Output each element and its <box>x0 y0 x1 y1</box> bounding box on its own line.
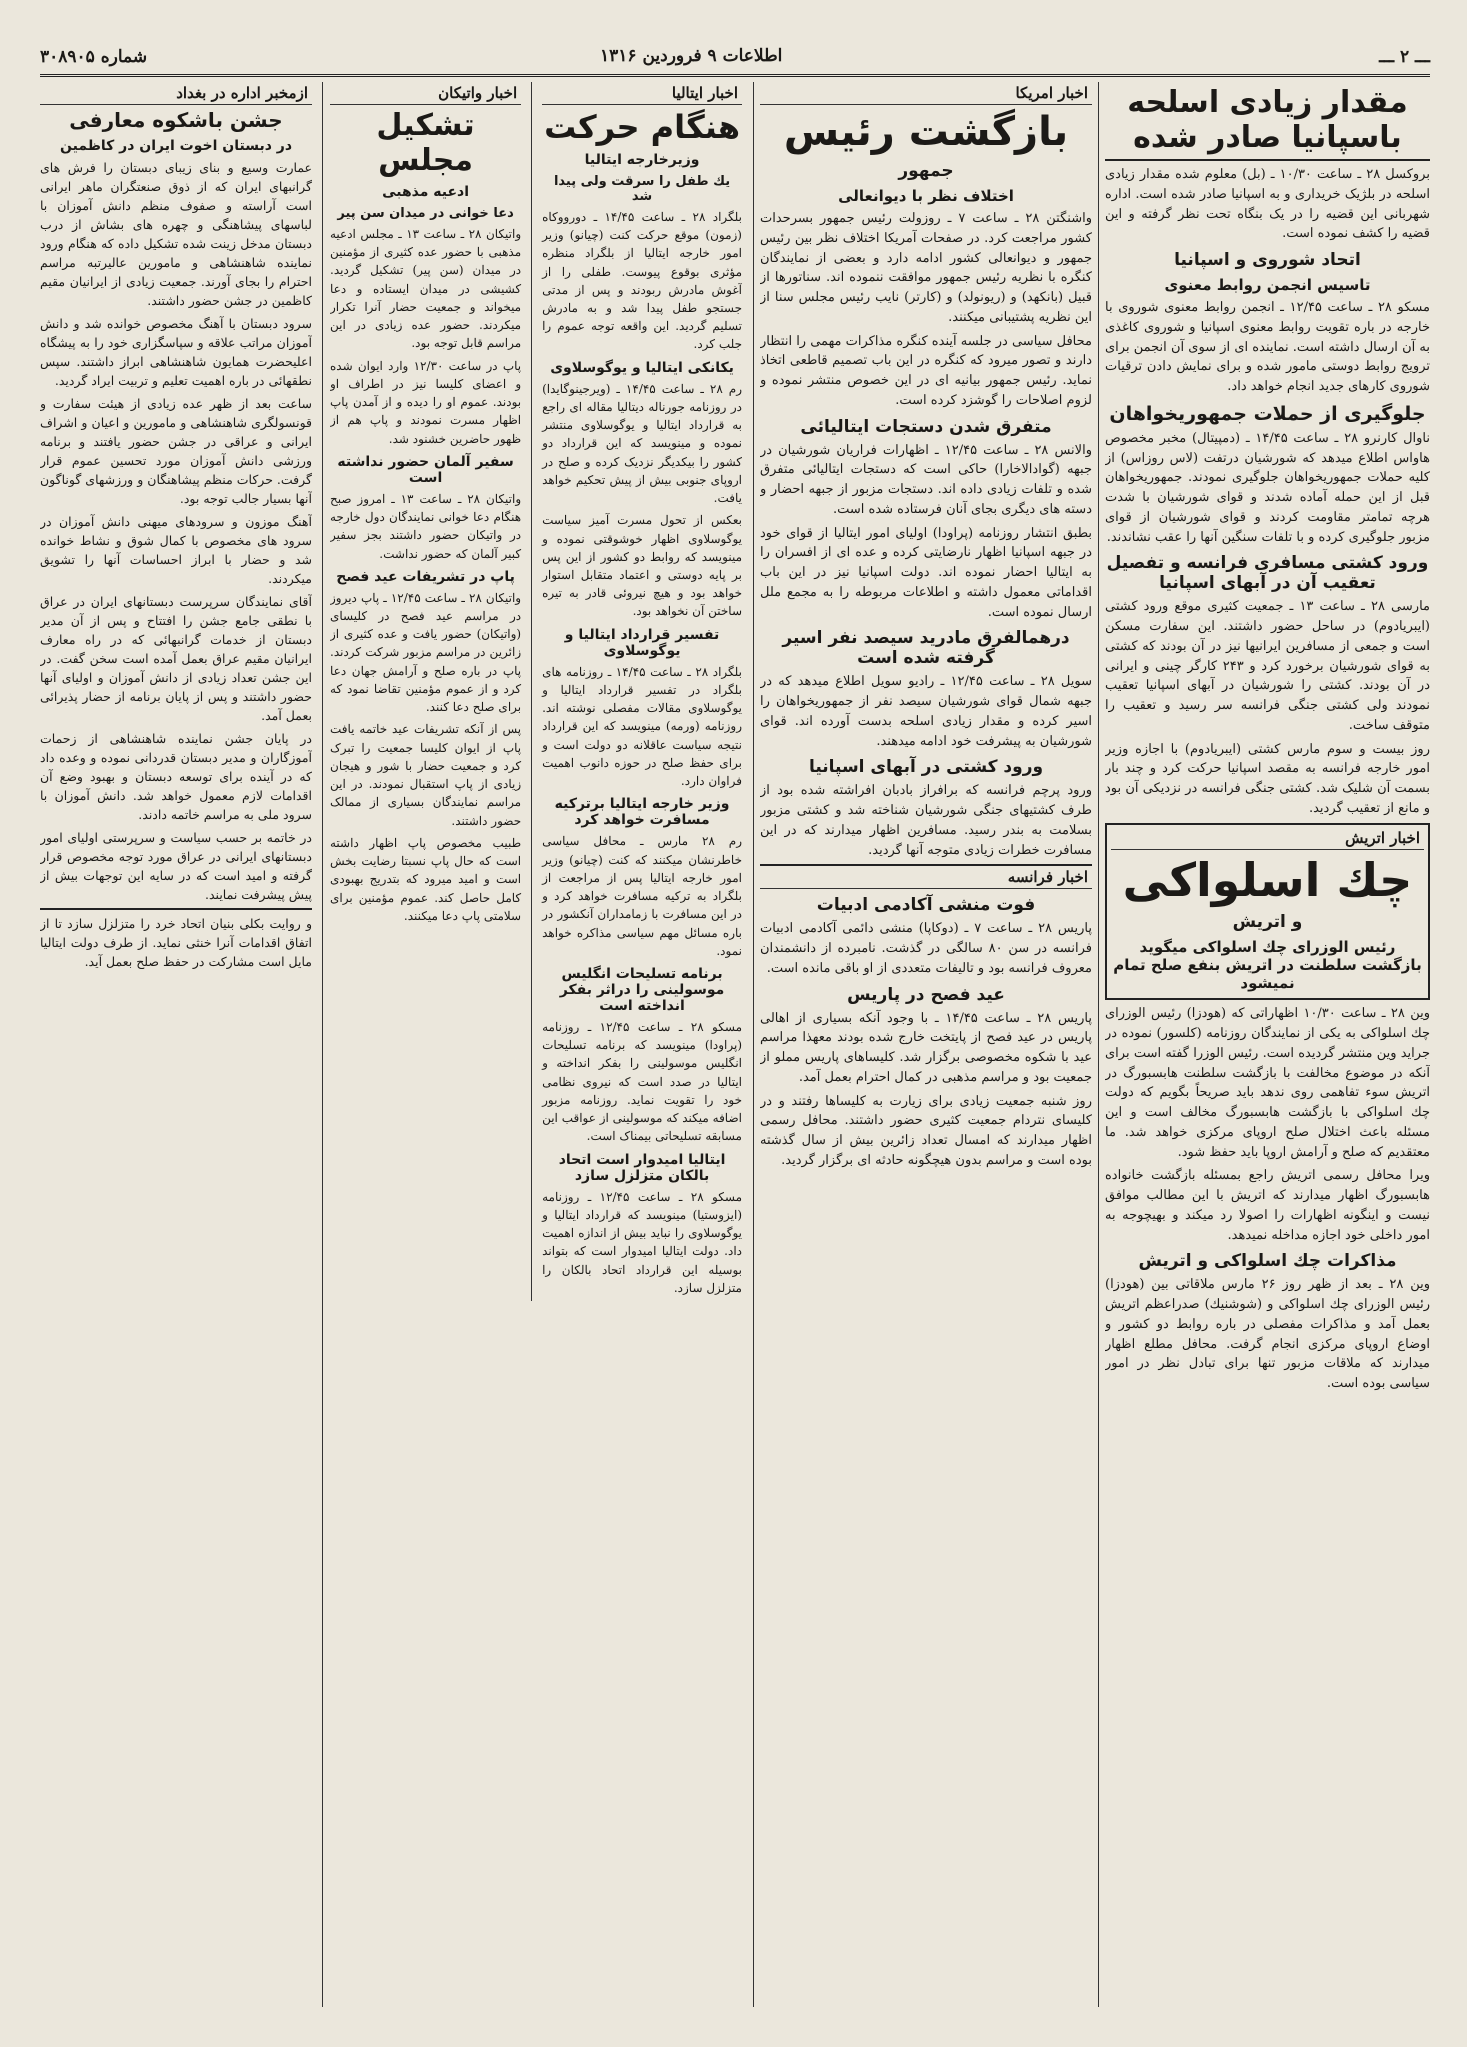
column-divider <box>531 82 532 1301</box>
section-tag-france: اخبار فرانسه <box>760 864 1092 889</box>
heading-pope-easter: پاپ در تشریفات عید فصح <box>336 568 515 585</box>
headline-arms-spain: مقدار زیادی اسلحه باسپانیا صادر شده <box>1105 86 1430 161</box>
heading-easter-paris: عید فصح در پاریس <box>847 984 1005 1005</box>
austria-news-box <box>1105 823 1430 1001</box>
article-celebration-text-6: در پایان جشن نماینده شاهنشاهی از زحمات آموزگاران و مدیر دبستان قدردانی نموده و وعده داد که در آینده برای توسعه دبستان و بهبود وضع آن اقدامات لازم معمول خواهد شد. دانش آموزان با سرود ملی به مراسم خاتمه دادند. <box>40 731 312 822</box>
article-celebration-text-5: آقای نمایندگان سرپرست دبستانهای ایران در عراق با نطقی جامع جشن را افتتاح و پس از آن مدیر دبستان از خدمات گرانبهائی که در راه معارف ایرانیان مقیم عراق بعمل آمده است سخن گفت. در این جشن تعداد زیادی از دانش آموزان و اولیای آنها حضور داشتند و پس از پایان برنامه از حضار پذیرائی بعمل آمد. <box>40 594 312 723</box>
heading-german-ambassador: سفیر آلمان حضور نداشته است <box>337 453 514 486</box>
article-italy-yugo-text: رم ۲۸ ـ ساعت ۱۴/۴۵ ـ (ویرجینوگایدا) در روزنامه جورناله دیتالیا مقاله ای راجع به قرارداد ایتالیا و یوگوسلاوی منتشر نموده و مینویسد که این قرارداد دو کشور را بیکدیگر نزدیک کرده و صلح در اروپای جنوبی بیش از پیش تحکیم خواهد یافت. <box>542 381 742 506</box>
article-attacks-text: ناوال کارنرو ۲۸ ـ ساعت ۱۴/۴۵ ـ (دمپیتال) مخبر مخصوص هاواس اطلاع میدهد که شورشیان درتفت (لاس روزاس) از کلیه حملات جمهوریخواهان جلوگیری نمودند. جمهوریخواهان قبل از این حمله آماده شدند و قوای شورشیان با شدت هرچه تمامتر مقاومت کردند و قوای شورشیان از قوای مزبور جلوگیری کرده و با تلفات سنگین آنها را عقب نشاندند. <box>1105 430 1430 545</box>
issue-date: اطلاعات ۹ فروردین ۱۳۱۶ <box>600 46 783 66</box>
article-president-text: واشنگتن ۲۸ ـ ساعت ۷ ـ روزولت رئیس جمهور بسرحدات کشور مراجعت کرد. در صفحات آمریکا اختلاف نظر بین رئیس جمهور و دیوانعالی کشور ادامه دارد و بعضی از نمایندگان کنگره با نظریه رئیس جمهور موافقت ننموده اند. سناتورها از قبیل (بانکهد) و (ریونولد) و (کارتر) نایب رئیس مجلس سنا از این نظریه پشتیبانی میکنند. <box>760 211 1092 325</box>
headline-departure: هنگام حرکت <box>544 108 740 146</box>
article-ship-text-2: روز بیست و سوم مارس کشتی (ایبریادوم) با اجازه وزیر امور خارجه فرانسه به مقصد اسپانیا حرکت کرد و چند بار بسمت آن شلیک شد. کشتی جنگی فرانسه در نزدیکی آن بود و مانع از تعقیب گردید. <box>1105 741 1430 816</box>
article-assembly-text-2: پاپ در ساعت ۱۲/۳۰ وارد ایوان شده و اعضای کلیسا نیز در اطراف او بودند. عموم او را دیده و از آمدن پاپ اظهار مسرت نمودند و پاپ هم از ظهور حاضرین خشنود شد. <box>330 358 522 446</box>
subheading-foreign-minister: وزیرخارجه ایتالیا <box>584 151 700 168</box>
article-assembly-text: واتیکان ۲۸ ـ ساعت ۱۳ ـ مجلس ادعیه مذهبی با حضور عده کثیری از مؤمنین در میدان (سن پیر) تشکیل گردید. کشیشی در میدان ایستاده و دعا میخواند و جمعیت حضار آنرا تکرار میکردند. حضور عده زیادی در این مراسم قابل توجه بود. <box>330 227 522 351</box>
heading-ussr-spain: اتحاد شوروی و اسپانیا <box>1174 250 1361 270</box>
subheading-court-dispute: اختلاف نظر با دیوانعالی <box>838 187 1014 205</box>
article-talks-text: وین ۲۸ ـ بعد از ظهر روز ۲۶ مارس ملاقاتی بین (هودزا) رئیس الوزرای چك اسلواكی و (شوشنیك) صدراعظم اتریش بعمل آمد و مذاکرات مفصلی در باره روابط دو کشور و اوضاع اروپای مرکزی انجام گرفت. محافل مطلع اظهار میدارند که ملاقات مزبور تنها برای تبادل نظر در امور سیاسی بوده است. <box>1105 1277 1430 1392</box>
article-continuation-text: و روایت بکلی بنیان اتحاد خرد را متزلزل سازد تا از اتفاق اقدامات آنرا خنثی نماید. از طرف دولت ایتالیا مایل است مشارکت در حفظ صلح بعمل آید. <box>40 916 312 969</box>
column-3 <box>330 82 742 2007</box>
heading-french-ship: ورود کشتی مسافری فرانسه و تفصیل تعقیب آن در آبهای اسپانیا <box>1106 553 1429 594</box>
article-czech-text: وین ۲۸ ـ ساعت ۱۰/۳۰ اظهاراتی که (هودزا) رئیس الوزرای چك اسلواكی به یکی از نمایندگان روزنامه (کلسور) نموده در جراید وین منتشر گردیده است. رئیس الوزرا گفته است برای آنکه در موضوع مخالفت با بازگشت سلطنت هابسبورگ در اتریش سوء تفاهمی روی ندهد باید صریحاً بگویم که دولت چك اسلواكی با بازگشت هابسبورگ مخالف است و این مسئله باعث اختلال صلح اروپای مرکزی خواهد شد. ما معتقدیم که صلح و آرامش اروپا باید حفظ شود. <box>1105 1006 1430 1160</box>
article-easter-text: پاریس ۲۸ ـ ساعت ۱۴/۴۵ ـ با وجود آنکه بسیاری از اهالی پاریس در عید فصح از پایتخت خارج شده بودند معهذا مراسم عید با شکوه مخصوصی برگزار شد. کلیساهای پاریس مملو از جمعیت بود و مراسم مذهبی در کمال احترام بعمل آمد. <box>760 1010 1092 1085</box>
article-czech-text-2: ویرا محافل رسمی اتریش راجع بمسئله بازگشت خانواده هابسبورگ اظهار میدارند که اتریش با این مطالب موافق نیست و اینگونه اظهارات را اصولا رد میکند و بهیچوجه به امور داخلی خود اجازه مداخله نمیدهد. <box>1105 1168 1430 1243</box>
masthead <box>40 40 1430 77</box>
subheading-and-austria: و اتریش <box>1232 912 1303 933</box>
headline-czechoslovakia: چك اسلواكی <box>1122 852 1413 907</box>
section-tag-austria: اخبار اتریش <box>1111 827 1424 850</box>
article-celebration-text-2: سرود دبستان با آهنگ مخصوص خوانده شد و دانش آموزان مراتب علاقه و سپاسگزاری خود را به پیشگاه اعلیحضرت همایون شاهنشاهی ابراز داشتند. سپس نطقهائی در باره اهمیت تعلیم و تربیت ایراد گردید. <box>40 316 312 388</box>
article-celebration-text-3: ساعت بعد از ظهر عده زیادی از هیئت سفارت و قونسولگری شاهنشاهی و مامورین و اعیان و اشراف ایرانی و عراقی در جشن حضور یافتند و برنامه ورزشی دانش آموزان مورد تحسین عموم قرار گرفت. حرکات منظم پیشاهنگان و ورزشهای گوناگون آنها بسیار جالب توجه بود. <box>40 396 312 506</box>
subheading-cultural-ties: تاسیس انجمن روابط معنوی <box>1164 276 1371 294</box>
article-celebration-text-4: آهنگ موزون و سرودهای میهنی دانش آموزان در سرود های مخصوص با کمال شوق و نشاط خوانده شد و حضار با ابراز احساسات آنها را تشویق میکردند. <box>40 514 312 586</box>
heading-czech-austria-talks: مذاکرات چك اسلواكی و اتریش <box>1138 1251 1397 1272</box>
column-divider <box>1098 82 1099 2007</box>
article-ussr-text: مسکو ۲۸ ـ ساعت ۱۲/۴۵ ـ انجمن روابط معنوی شوروی با خارجه در باره تقویت روابط معنوی اسپانیا و شوروی کاغذی به آن ارسال داشته است. نماینده ای از سوی آن انجمن برای ترویج روابط دوستی مامور شده و برای نمایش دادن ترقیات شوروی کارهای جدید انجام خواهد داد. <box>1105 300 1430 394</box>
section-tag-baghdad: ازمخبر اداره در بغداد <box>40 82 312 105</box>
column-2 <box>760 82 1092 2007</box>
article-easter-text-2: روز شنبه جمعیت زیادی برای زیارت به کلیساها رفتند و در کلیسای نتردام جمعیت کثیری حضور داشتند. محافل رسمی اظهار میدارند که امسال تعداد زائرین بیش از سال گذشته بوده است و مراسم بدون هیچگونه حادثه ای برگزار گردید. <box>760 1093 1092 1168</box>
section-tag-italy: اخبار ایتالیا <box>542 82 742 105</box>
article-arms-text: بروکسل ۲۸ ـ ساعت ۱۰/۳۰ ـ (بل) معلوم شده مقدار زیادی اسلحه در بلژیک خریداری و به اسپانیا صادر شده است. اداره شهربانی این قضیه را در یک بنگاه تحت نظر گرفته و این قضیه را کشف نموده است. <box>1105 167 1430 242</box>
italy-section <box>542 82 742 1301</box>
subheading-prayers: ادعیه مذهبی <box>382 184 470 200</box>
heading-ship-spain: ورود کشتی در آبهای اسپانیا <box>808 757 1044 778</box>
headline-cultural-celebration: جشن باشکوه معارفی <box>69 108 283 132</box>
article-ship-text: مارسی ۲۸ ـ ساعت ۱۳ ـ جمعیت کثیری موقع ورود کشتی (ایبریادوم) در ساحل حضور داشتند. این سفارت مسکن است و جمعی از مسافرین ایرانیها نیز در آن بودند که کشتی به قوای شورشیان برخورد کرد و ۲۴۳ کارگر چینی و ایرانی در آن بودند. کشتی را شورشیان در آبهای اسپانیا تعقیب نمودند ولی کشتی جنگی فرانسه سر رسید و تعقیب را متوقف ساخت. <box>1105 599 1430 733</box>
heading-treaty-interpretation: تفسیر قرارداد ایتالیا و یوگوسلاوی <box>564 626 720 659</box>
article-italian-units-text: والانس ۲۸ ـ ساعت ۱۲/۴۵ ـ اظهارات فراریان شورشیان در جبهه (گوادالاخارا) حاکی است که دستجات ایتالیائی متفرق شده و تلفات زیادی داده اند. دستجات مزبور از جبهه احضار و دسته های دیگری بجای آنان فرستاده شده است. <box>760 442 1092 517</box>
column-divider <box>753 82 754 2007</box>
subheading-st-peter: دعا خوانی در میدان سن پیر <box>337 206 514 221</box>
heading-prisoners: درهمالفرق مادرید سیصد نفر اسیر گرفته شده است <box>782 628 1070 669</box>
article-ambassador-text: واتیکان ۲۸ ـ ساعت ۱۳ ـ امروز صبح هنگام دعا خوانی نمایندگان دول خارجه در واتیکان حضور داشتند بجز سفیر کبیر آلمان که حضور نداشت. <box>330 491 522 561</box>
headline-assembly: تشکیل مجلس <box>376 108 475 178</box>
article-departure-text: بلگراد ۲۸ ـ ساعت ۱۴/۴۵ ـ دورووکاه (زمون) موقع حرکت کنت (چیانو) وزیر امور خارجه ایتالیا از بلگراد منظره مؤثری بوقوع پیوست. طفلی را از آغوش مادرش ربودند و پس از مدتی جستجو طفل پیدا شد و به مادرش تسلیم گردید. این واقعه توجه عموم را جلب کرد. <box>542 209 742 352</box>
article-celebration-text: عمارت وسیع و بنای زیبای دبستان را فرش های گرانبهای ایران که از ذوق صنعتگران ماهر ایرانی است آراسته و صفوف منظم دانش آموزان با لباسهای پیشاهنگی و چهره های بشاش از درب دبستان مدخل زینت شده تشکیل داده که هنگام ورود نماینده شاهنشاهی و مامورین عالیرتبه مراسم احترام را بجای آورند. جمعیت زیادی از ایرانیان مقیم کاظمین در جشن حضور داشتند. <box>40 160 312 308</box>
heading-british-armament: برنامه تسلیحات انگلیس موسولینی را دراثر بفكر انداخته است <box>559 966 725 1014</box>
heading-academy-death: فوت منشی آکادمی ادبیات <box>816 895 1036 916</box>
subheading-child-stolen: یك طفل را سرقت ولی پیدا شد <box>553 173 731 204</box>
article-armament-text: مسکو ۲۸ ـ ساعت ۱۲/۴۵ ـ روزنامه (پراودا) مینویسد که برنامه تسلیحات انگلیس موسولینی را بفکر انداخته و ایتالیا در صدد است که نیروی نظامی خود را تقویت نماید. روزنامه مزبور اضافه میکند که موسولینی از عواقب این مسابقه تسلیحاتی بیمناک است. <box>542 1020 742 1144</box>
headline-president-return: بازگشت رئیس <box>783 109 1069 155</box>
subheading-president: جمهور <box>898 161 954 181</box>
article-ship-spain-text: ورود پرچم فرانسه که برافراز بادبان افراشته شده بود از طرف کشتیهای جنگی شورشیان شناخته شد و کشتی مزبور بسلامت به بندر رسید. مسافرین اظهار میدارند که در این مسافرت خطرات زیادی متوجه آنها گردید. <box>760 783 1092 858</box>
article-italy-yugo-text-2: بعکس از تحول مسرت آمیز سیاست یوگوسلاوی اظهار خوشوقتی نموده و مینویسد که روابط دو کشور از این پس بر پایه دوستی و اعتماد متقابل استوار خواهد بود و هیچ نیروئی قادر به تیره ساختن آن نخواهد بود. <box>542 513 742 619</box>
article-celebration-text-7: در خاتمه بر حسب سیاست و سرپرستی اولیای امور دبستانهای ایرانی در عراق مورد توجه مخصوص قرار گرفته و امید است که در سایه این توجهات بیش از پیش پیشرفت نمایند. <box>40 830 312 902</box>
article-balkan-text: مسکو ۲۸ ـ ساعت ۱۲/۴۵ ـ روزنامه (ایزوستیا) مینویسد که قرارداد ایتالیا و یوگوسلاوی را نباید بیش از اندازه اهمیت داد. دولت ایتالیا امیدوار است که بتواند بوسیله این قرارداد اتحاد بالکان را متزلزل سازد. <box>542 1189 742 1295</box>
article-treaty-text: بلگراد ۲۸ ـ ساعت ۱۴/۴۵ ـ روزنامه های بلگراد در تفسیر قرارداد ایتالیا و یوگوسلاوی مقالات مفصلی نوشته اند. روزنامه (ورمه) مینویسد که این قرارداد نتیجه سیاست عاقلانه دو دولت است و برای حفظ صلح در حوزه دانوب اهمیت فراوان دارد. <box>542 664 742 789</box>
column-divider <box>322 82 323 2007</box>
vatican-section <box>330 82 521 1301</box>
section-tag-america: اخبار امریکا <box>760 82 1092 105</box>
heading-republican-attacks: جلوگیری از حملات جمهوریخواهان <box>1109 402 1426 425</box>
section-tag-vatican: اخبار واتیکان <box>330 82 521 105</box>
section-divider <box>40 908 312 910</box>
subheading-pm-statement: رئیس الوزرای چك اسلواكی میگوید بازگشت سلطنت در اتریش بنفع صلح تمام نمیشود <box>1113 938 1422 993</box>
article-pope-text: واتیکان ۲۸ ـ ساعت ۱۲/۴۵ ـ پاپ دیروز در مراسم عید فصح در کلیسای (واتیکان) حضور یافت و عده کثیری از زائرین در مراسم مزبور شرکت کردند. پاپ در باره صلح و آرامش جهان دعا کرد و از عموم مؤمنین تقاضا نمود که برای صلح دعا کنند. <box>330 590 522 715</box>
heading-balkan-alliance: ایتالیا امیدوار است اتحاد بالکان متزلزل سازد <box>558 1151 726 1184</box>
article-turkey-text: رم ۲۸ مارس ـ محافل سیاسی خاطرنشان میکنند که کنت (چیانو) وزیر امور خارجه ایتالیا پس از مراجعت از بلگراد به ترکیه مسافرت خواهد کرد و در این مسافرت با زمامداران آنکشور در باره مسائل مهم سیاسی مذاکره خواهد نمود. <box>542 834 742 958</box>
column-1 <box>1105 82 1430 2007</box>
heading-italy-yugoslavia: یکانکی ایتالیا و یوگوسلاوی <box>550 359 734 376</box>
heading-turkey-trip: وزیر خارجه ایتالیا برترکیه مسافرت خواهد کرد <box>554 796 730 829</box>
article-pope-text-2: پس از آنکه تشریفات عید خاتمه یافت پاپ از ایوان کلیسا جمعیت را تبرک کرد و جمعیت حضار با شور و هیجان زیادی از پاپ استقبال نمودند. در این مراسم نمایندگان بسیاری از ممالک حضور داشتند. <box>330 722 522 828</box>
article-president-text-2: محافل سیاسی در جلسه آینده کنگره مذاکرات مهمی را انتظار دارند و تصور میرود که کنگره در این باب تصمیم قاطعی اتخاذ نماید. رئیس جمهور بیانیه ای در این خصوص منتشر نموده و لزوم اصلاحات را گوشزد کرده است. <box>760 333 1092 408</box>
article-academy-text: پاریس ۲۸ ـ ساعت ۷ ـ (دوکاپا) منشی دائمی آکادمی ادبیات فرانسه در سن ۸۰ سالگی در گذشت. نامبرده از دانشمندان معروف فرانسه بود و تالیفات متعددی از او باقی مانده است. <box>760 921 1092 976</box>
column-4 <box>40 82 312 2007</box>
issue-number: شماره ۳۰۸۹۰۵ <box>40 47 148 67</box>
subheading-kazimiyya-school: در دبستان اخوت ایران در کاظمین <box>60 138 292 154</box>
heading-italian-units: متفرق شدن دستجات ایتالیائی <box>800 416 1052 437</box>
article-prisoners-text: سویل ۲۸ ـ ساعت ۱۲/۴۵ ـ رادیو سویل اطلاع میدهد که در جبهه شمال قوای شورشیان سیصد نفر از جمهوریخواهان را اسیر کرده و مقدار زیادی اسلحه بدست آورده اند. قوای شورشیان به پیشرفت خود ادامه میدهند. <box>760 674 1092 749</box>
article-pope-text-3: طبیب مخصوص پاپ اظهار داشته است که حال پاپ نسبتا رضایت بخش است و امید میرود که بتدریج بهبودی کامل حاصل کند. عموم مؤمنین برای سلامتی پاپ دعا میکنند. <box>330 835 522 923</box>
article-italian-units-text-2: بطبق انتشار روزنامه (پراودا) اولیای امور ایتالیا از قوای خود در جبهه اسپانیا اظهار نارضایتی کرده و عده ای از افسران را به ایتالیا احضار نموده اند. دولت اسپانیا نیز در این باب اقداماتی معمول داشته و اطلاعات مربوطه را به مجمع ملل ارسال نموده است. <box>760 525 1092 620</box>
page-number: ـــ ۲ ـــ <box>1379 47 1430 67</box>
